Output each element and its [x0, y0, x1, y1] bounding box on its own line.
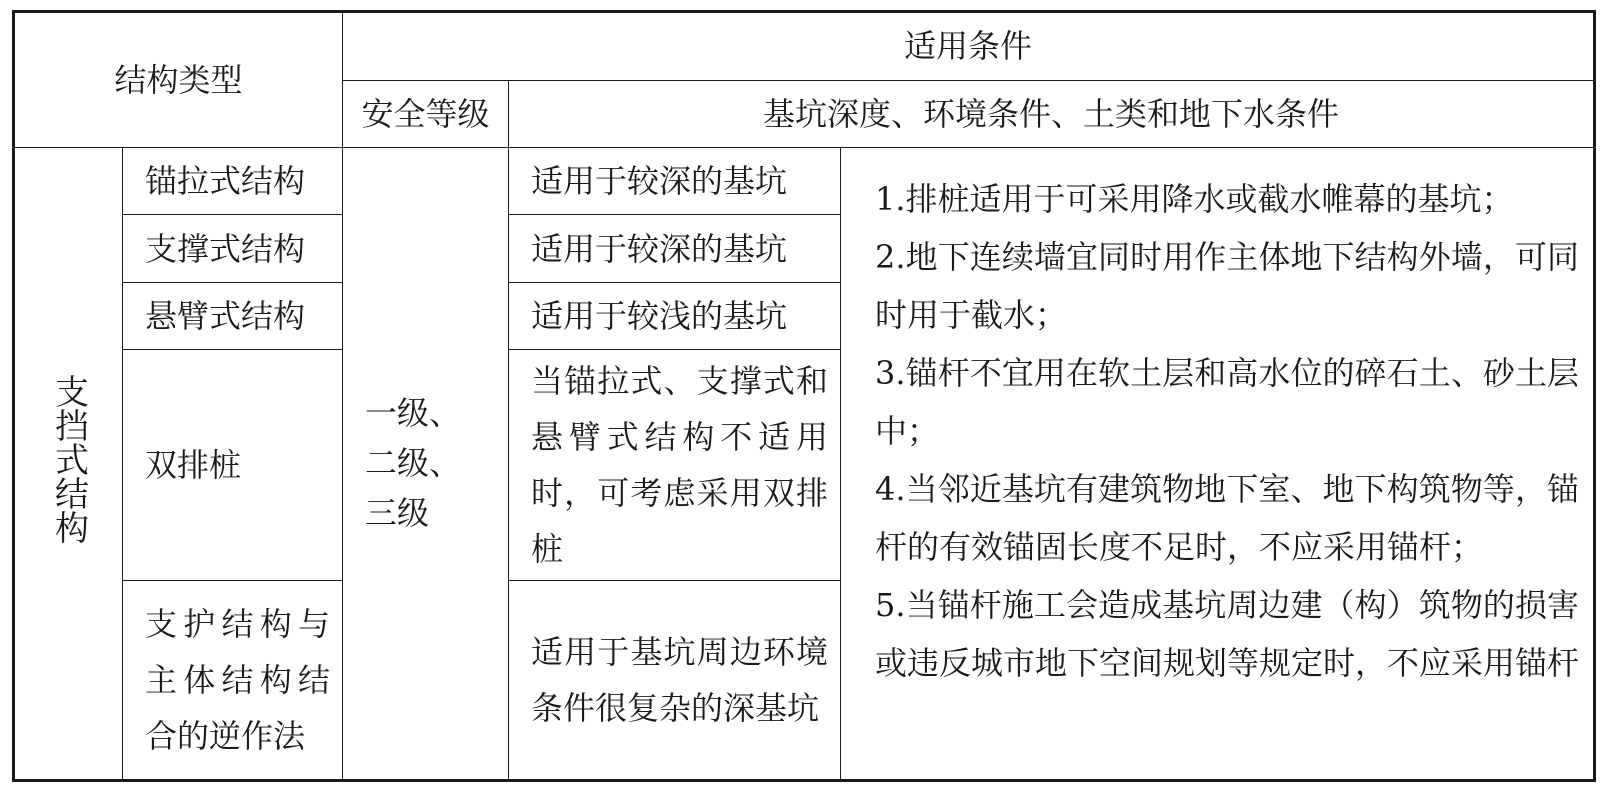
condition-cell: 适用于较深的基坑 [509, 147, 841, 214]
header-row-1 [14, 12, 1595, 81]
structure-type-cell: 双排桩 [123, 350, 343, 580]
header-structure-type: 结构类型 [14, 12, 343, 148]
header-pit-conditions: 基坑深度、环境条件、土类和地下水条件 [509, 80, 1595, 147]
retaining-structure-table [12, 10, 1596, 782]
safety-grade-cell [343, 147, 509, 780]
table-row [14, 147, 1595, 214]
structure-type-cell: 锚拉式结构 [123, 147, 343, 214]
structure-type-cell: 支护结构与主体结构结合的逆作法 [123, 580, 343, 780]
safety-grade-1: 一级、 [365, 394, 462, 433]
note-item-5: 5.当锚杆施工会造成基坑周边建（构）筑物的损害或违反城市地下空间规划等规定时，不应采用锚杆 [875, 585, 1580, 682]
notes-cell [841, 147, 1595, 780]
condition-cell: 适用于较深的基坑 [509, 215, 841, 282]
safety-grade-2: 二级、 [365, 444, 462, 483]
condition-cell: 适用于基坑周边环境条件很复杂的深基坑 [509, 580, 841, 780]
note-item-3: 3.锚杆不宜用在软土层和高水位的碎石土、砂土层中； [875, 353, 1580, 450]
note-item-1: 1.排桩适用于可采用降水或截水帷幕的基坑； [875, 179, 1514, 218]
structure-type-cell: 支撑式结构 [123, 215, 343, 282]
category-cell [14, 147, 123, 780]
note-item-2: 2.地下连续墙宜同时用作主体地下结构外墙，可同时用于截水； [875, 237, 1580, 334]
header-safety-level: 安全等级 [343, 80, 509, 147]
note-item-4: 4.当邻近基坑有建筑物地下室、地下构筑物等，锚杆的有效锚固长度不足时，不应采用锚杆； [875, 469, 1580, 566]
condition-cell: 适用于较浅的基坑 [509, 282, 841, 349]
category-label: 支挡式结构 [48, 374, 89, 545]
structure-type-cell: 悬臂式结构 [123, 282, 343, 349]
safety-grade-3: 三级 [365, 494, 430, 533]
condition-cell: 当锚拉式、支撑式和悬臂式结构不适用时，可考虑采用双排桩 [509, 350, 841, 580]
header-applicable-conditions: 适用条件 [343, 12, 1595, 81]
